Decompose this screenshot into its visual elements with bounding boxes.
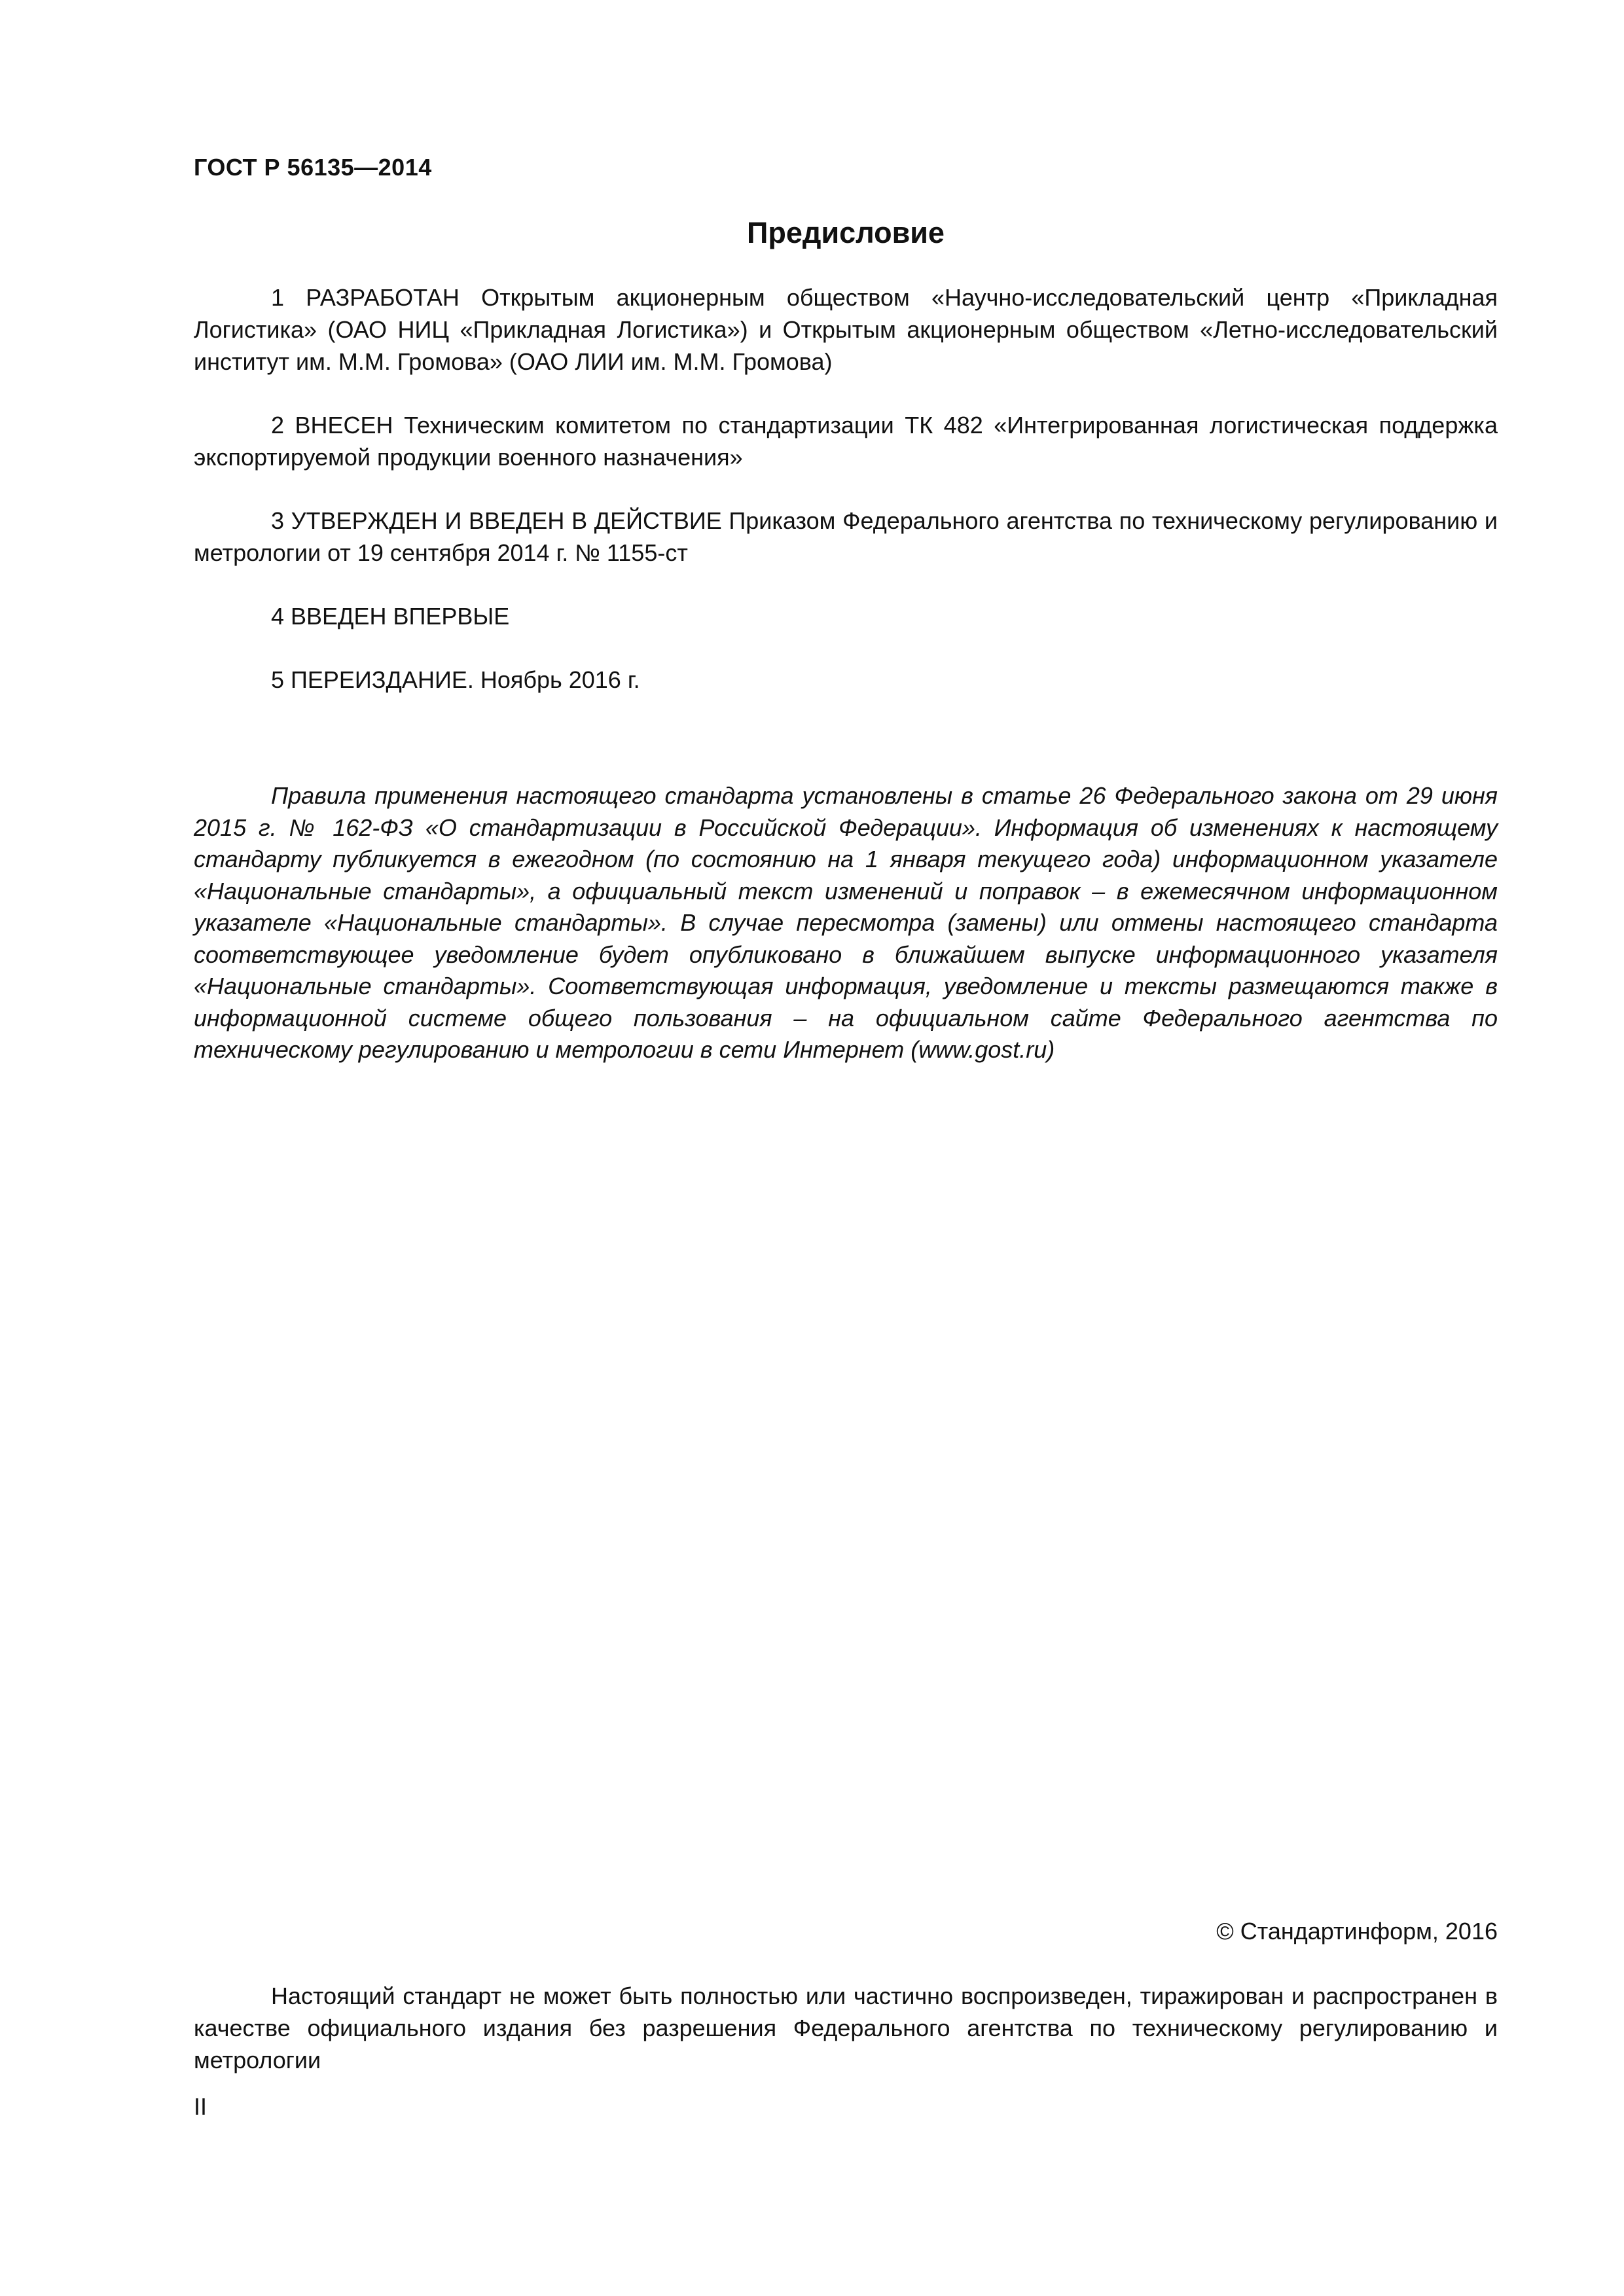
foreword-item-approved: 3 УТВЕРЖДЕН И ВВЕДЕН В ДЕЙСТВИЕ Приказом Федерального агентства по техническому регулированию и метрологии от 19 сентября 2014 г. № 1155-ст (194, 507, 1498, 566)
standard-code: ГОСТ Р 56135—2014 (194, 154, 432, 181)
foreword-item-introduced: 4 ВВЕДЕН ВПЕРВЫЕ (271, 603, 510, 630)
foreword-item-developed: 1 РАЗРАБОТАН Открытым акционерным обществом «Научно-исследовательский центр «Прикладная Логистика» (ОАО НИЦ «Прикладная Логистика») и Открытым акционерным обществом «Летно-исследовательский институт им. М.М. Громова» (ОАО ЛИИ им. М.М. Громова) (194, 284, 1498, 375)
copyright-line: © Стандартинформ, 2016 (1216, 1918, 1498, 1945)
foreword-item-reissue: 5 ПЕРЕИЗДАНИЕ. Ноябрь 2016 г. (271, 666, 640, 693)
page-title: Предисловие (747, 216, 945, 249)
foreword-item-submitted: 2 ВНЕСЕН Техническим комитетом по стандартизации ТК 482 «Интегрированная логистическая поддержка экспортируемой продукции военного назначения» (194, 412, 1498, 471)
application-rules-notice: Правила применения настоящего стандарта установлены в статье 26 Федерального закона от 29 июня 2015 г. № 162-ФЗ «О стандартизации в Российской Федерации». Информация об изменениях к настоящему стандарту публикуется в ежегодном (по состоянию на 1 января текущего года) информационном указателе «Национальные стандарты», а официальный текст изменений и поправок – в ежемесячном информационном указателе «Национальные стандарты». В случае пересмотра (замены) или отмены настоящего стандарта соответствующее уведомление будет опубликовано в ближайшем выпуске информационного указателя «Национальные стандарты». Соответствующая информация, уведомление и тексты размещаются также в информационной системе общего пользования – на официальном сайте Федерального агентства по техническому регулированию и метрологии в сети Интернет (www.gost.ru) (194, 782, 1498, 1063)
reproduction-notice: Настоящий стандарт не может быть полностью или частично воспроизведен, тиражирован и распространен в качестве официального издания без разрешения Федерального агентства по техническому регулированию и метрологии (194, 1982, 1498, 2073)
page-number: II (194, 2093, 208, 2120)
foreword-paragraphs (194, 281, 1498, 727)
